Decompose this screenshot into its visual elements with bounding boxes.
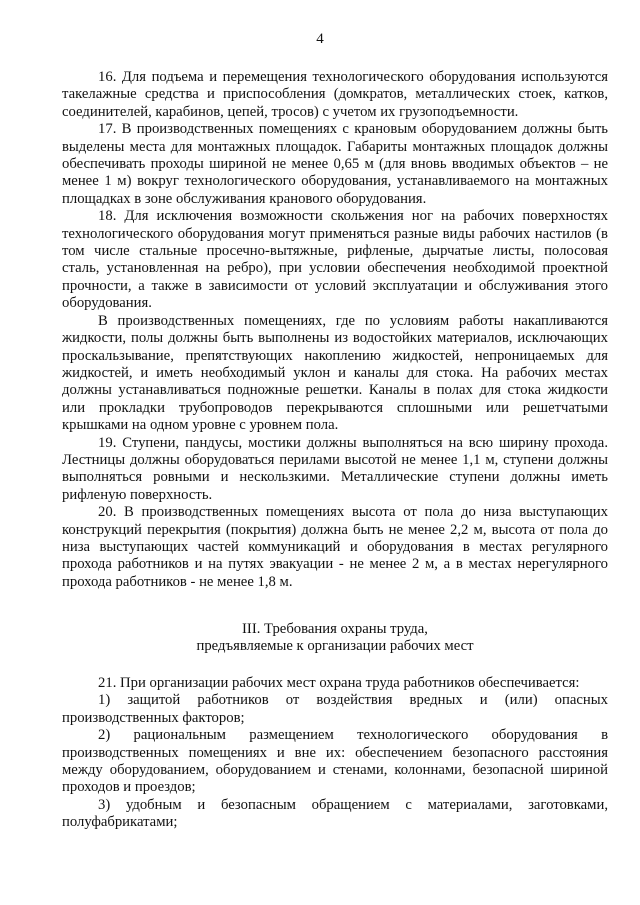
paragraph-20: 20. В производственных помещениях высота от пола до низа выступающих конструкций перекрытия (покрытия) должна быть не менее 2,2 м, высота от пола до низа выступающих частей коммуникаций и оборудования в местах регулярного прохода работников и на путях эвакуации - не менее 2 м, а в местах нерегулярного прохода работников - не менее 1,8 м.: [62, 504, 608, 590]
body-text-top: [62, 69, 608, 591]
paragraph-21: 21. При организации рабочих мест охрана труда работников обеспечивается:: [98, 675, 580, 691]
section-heading-line-2: предъявляемые к организации рабочих мест: [196, 638, 474, 655]
paragraph-17: 17. В производственных помещениях с крановым оборудованием должны быть выделены места для монтажных площадок. Габариты монтажных площадок должны обеспечивать проходы шириной не менее 0,65 м (для вновь вводимых объектов – не менее 1 м) вокруг технологического оборудования, устанавливаемого на монтажных площадках в зоне обслуживания кранового оборудования.: [62, 121, 608, 207]
paragraph-19: 19. Ступени, пандусы, мостики должны выполняться на всю ширину прохода. Лестницы должны оборудоваться перилами высотой не менее 1,1 м, ступени должны выполняться ровными и нескользкими. Металлические ступени должны иметь рифленую поверхность.: [62, 434, 608, 503]
list-item-1: 1) защитой работников от воздействия вредных и (или) опасных производственных факторов;: [62, 692, 608, 726]
list-item-2: 2) рациональным размещением технологического оборудования в производственных помещениях и вне их: обеспечением безопасного расстояния между оборудованием, оборудованием и стенами, колоннами, безопасной шириной проходов и проездов;: [62, 727, 608, 796]
section-heading: [62, 621, 608, 656]
list-item-3: 3) удобным и безопасным обращением с материалами, заготовками, полуфабрикатами;: [62, 796, 608, 831]
paragraph-16: 16. Для подъема и перемещения технологического оборудования используются такелажные средства и приспособления (домкратов, металлических стоек, катков, соединителей, карабинов, цепей, тросов) с учетом их грузоподъемности.: [62, 69, 608, 120]
page-number: 4: [316, 31, 324, 47]
body-text-bottom: [62, 675, 608, 832]
paragraph-18: 18. Для исключения возможности скольжения ног на рабочих поверхностях технологического оборудования могут применяться разные виды рабочих настилов (в том числе стальные просечно-вытяжные, рифленые, дырчатые листы, полосовая сталь, установленная на ребро), при условии обеспечения необходимой проектной прочности, а также в зависимости от условий эксплуатации и обслуживания этого оборудования.: [62, 208, 608, 312]
paragraph-18-continued: В производственных помещениях, где по условиям работы накапливаются жидкости, полы должны быть выполнены из водостойких материалов, исключающих проскальзывание, препятствующих накоплению жидкостей, непроницаемых для жидкостей, и иметь необходимый уклон и каналы для стока. На рабочих местах должны устанавливаться подножные решетки. Каналы в полах для стока жидкости или прокладки трубопроводов перекрываются сплошными или решетчатыми крышками на одном уровне с уровнем пола.: [62, 312, 608, 434]
section-heading-line-1: III. Требования охраны труда,: [242, 621, 428, 637]
